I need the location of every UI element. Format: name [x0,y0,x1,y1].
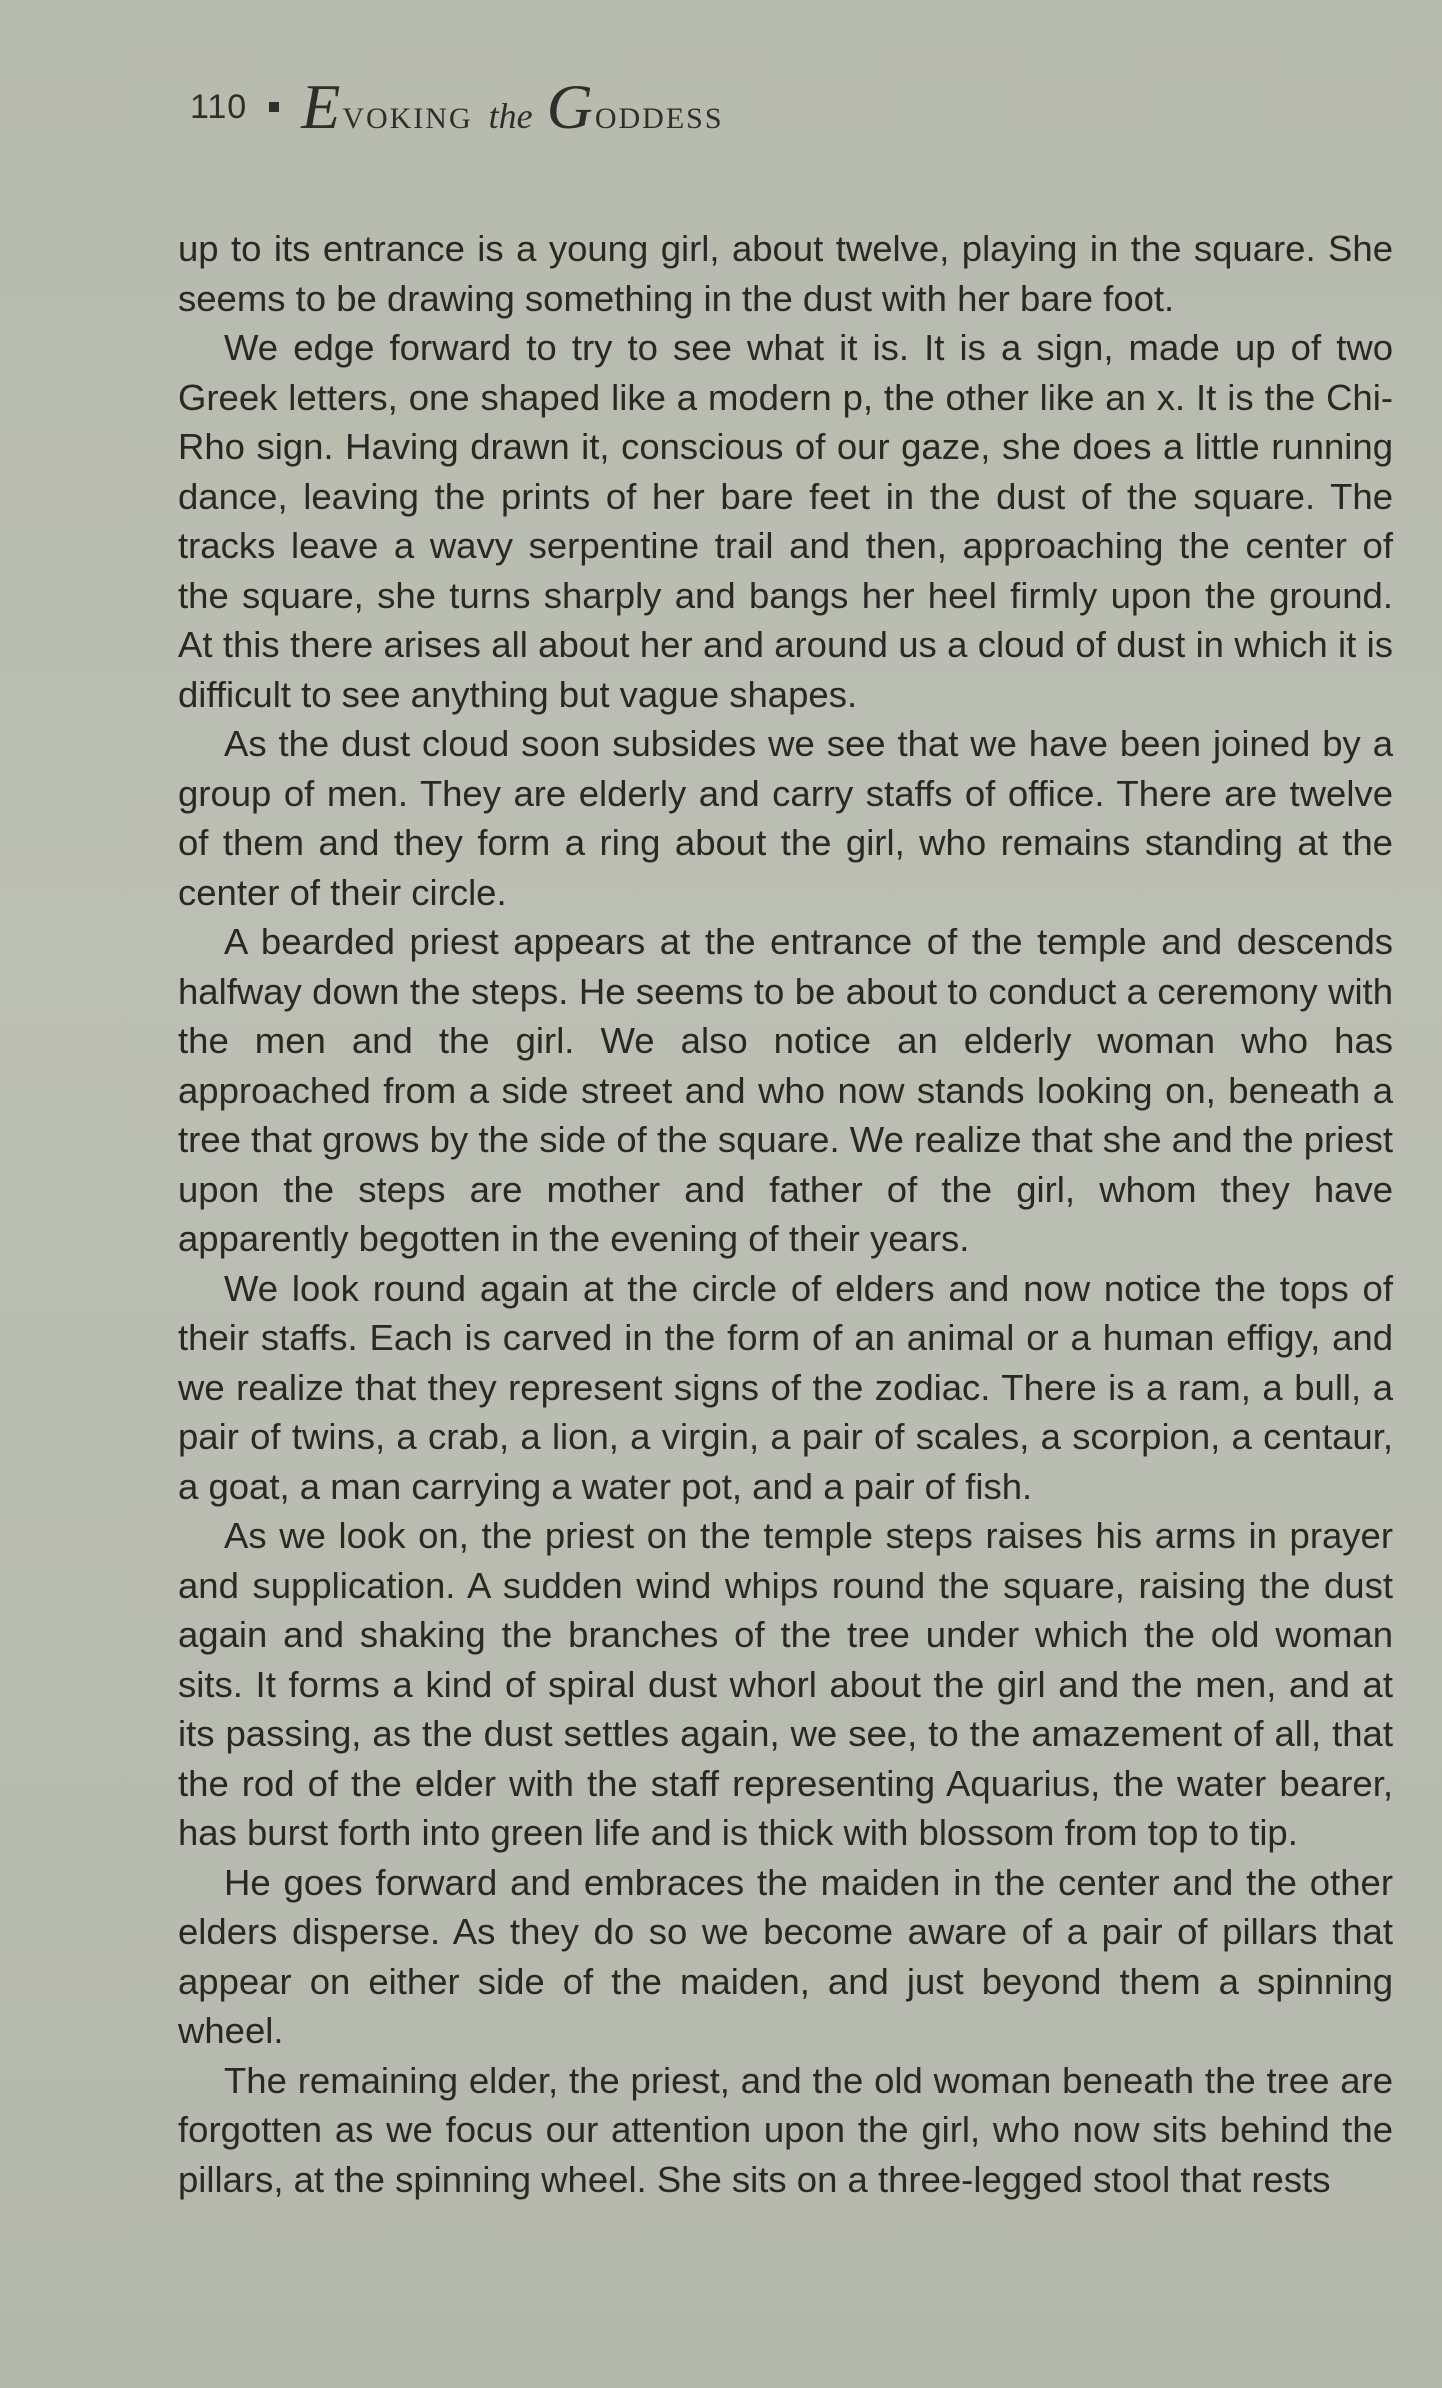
square-bullet-icon [269,102,279,112]
paragraph: As we look on, the priest on the temple steps raises his arms in prayer and supplication. A sudden wind whips round the square, raising the dust again and shaking the branches of the tree under which the old woman sits. It forms a kind of spiral dust whorl about the girl and the men, and at its passing, as the dust settles again, we see, to the amazement of all, that the rod of the elder with the staff representing Aquarius, the water bearer, has burst forth into green life and is thick with blossom from top to tip. [178,1515,1393,1853]
paragraph: He goes forward and embraces the maiden in the center and the other elders disperse. As they do so we become aware of a pair of pillars that appear on either side of the maiden, and just beyond them a spinning wheel. [178,1861,1393,2051]
paragraph: As the dust cloud soon subsides we see that we have been joined by a group of men. They are elderly and carry staffs of office. There are twelve of them and they form a ring about the girl, who remains standing at the center of their circle. [178,723,1393,913]
title-word-voking: VOKING [342,102,473,135]
paragraph: up to its entrance is a young girl, about twelve, playing in the square. She seems to be drawing something in the dust with her bare foot. [178,228,1393,319]
body-text [178,224,1393,2204]
paragraph: The remaining elder, the priest, and the old woman beneath the tree are forgotten as we focus our attention upon the girl, who now sits behind the pillars, at the spinning wheel. She sits on a three-legged stool that rests [178,2059,1393,2200]
paragraph: We edge forward to try to see what it is. It is a sign, made up of two Greek letters, one shaped like a modern p, the other like an x. It is the Chi-Rho sign. Having drawn it, conscious of our gaze, she does a little running dance, leaving the prints of her bare feet in the dust of the square. The tracks leave a wavy serpentine trail and then, approaching the center of the square, she turns sharply and bangs her heel firmly upon the ground. At this there arises all about her and around us a cloud of dust in which it is difficult to see anything but vague shapes. [178,327,1393,715]
title-word-oddess: ODDESS [594,102,724,135]
title-initial-g: G [546,71,593,142]
book-title [301,71,724,142]
paragraph: We look round again at the circle of elders and now notice the tops of their staffs. Each is carved in the form of an animal or a human effigy, and we realize that they represent signs of the zodiac. There is a ram, a bull, a pair of twins, a crab, a lion, a virgin, a pair of scales, a scorpion, a centaur, a goat, a man carrying a water pot, and a pair of fish. [178,1267,1393,1507]
running-head [190,62,724,152]
paragraph: A bearded priest appears at the entrance of the temple and descends halfway down the steps. He seems to be about to conduct a ceremony with the men and the girl. We also notice an elderly woman who has approached from a side street and who now stands looking on, beneath a tree that grows by the side of the square. We realize that she and the priest upon the steps are mother and father of the girl, whom they have apparently begotten in the evening of their years. [178,921,1393,1259]
title-initial-e: E [301,71,341,142]
title-word-the: the [488,96,533,136]
page-number: 110 [190,87,248,126]
